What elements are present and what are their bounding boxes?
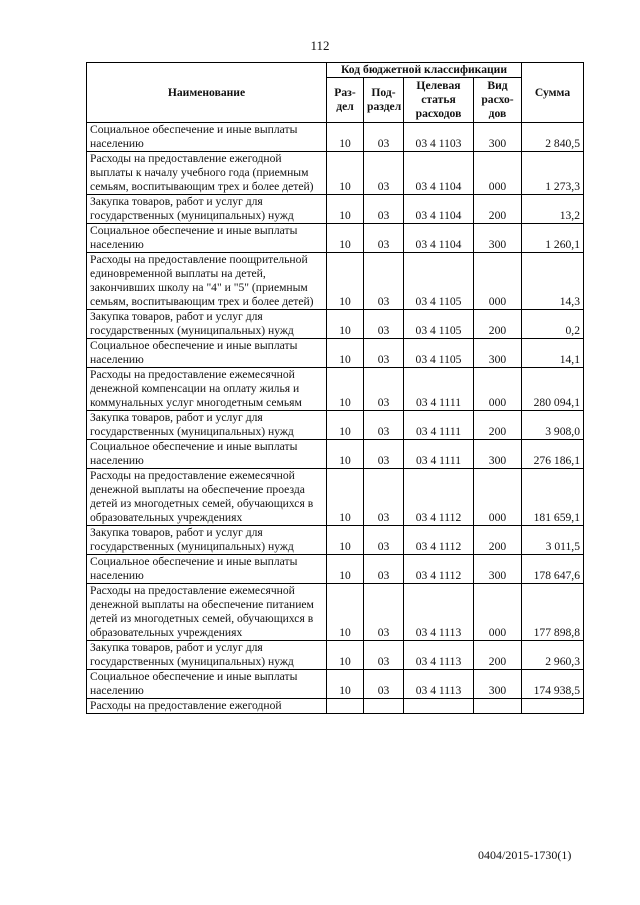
row-name: Расходы на предоставление ежемесячной денежной выплаты на обеспечение проезда детей из многодетных семей, обучающихся в образовательных учреждениях — [87, 469, 327, 526]
row-razdel: 10 — [327, 670, 364, 699]
row-expense-type: 000 — [474, 152, 522, 195]
header-podrazdel: Под- раздел — [364, 78, 404, 123]
row-expense-type: 300 — [474, 123, 522, 152]
row-podrazdel: 03 — [364, 555, 404, 584]
row-razdel: 10 — [327, 526, 364, 555]
row-podrazdel: 03 — [364, 152, 404, 195]
row-sum: 3 908,0 — [522, 411, 584, 440]
page-number: 112 — [310, 38, 330, 53]
row-razdel: 10 — [327, 339, 364, 368]
row-name: Закупка товаров, работ и услуг для государственных (муниципальных) нужд — [87, 641, 327, 670]
row-name: Расходы на предоставление ежегодной выплаты к началу учебного года (приемным семьям, воспитывающим трех и более детей) — [87, 152, 327, 195]
row-name: Закупка товаров, работ и услуг для государственных (муниципальных) нужд — [87, 195, 327, 224]
row-target-article: 03 4 1105 — [404, 339, 474, 368]
row-expense-type: 000 — [474, 584, 522, 641]
row-target-article: 03 4 1104 — [404, 224, 474, 253]
row-sum: 181 659,1 — [522, 469, 584, 526]
table-row — [87, 411, 584, 440]
row-target-article: 03 4 1113 — [404, 584, 474, 641]
row-expense-type: 000 — [474, 469, 522, 526]
budget-table — [86, 62, 584, 714]
table-row — [87, 368, 584, 411]
table-row — [87, 469, 584, 526]
row-expense-type: 300 — [474, 339, 522, 368]
row-expense-type: 300 — [474, 555, 522, 584]
row-target-article: 03 4 1112 — [404, 555, 474, 584]
row-target-article: 03 4 1103 — [404, 123, 474, 152]
row-razdel: 10 — [327, 368, 364, 411]
row-razdel: 10 — [327, 584, 364, 641]
row-expense-type: 300 — [474, 224, 522, 253]
row-expense-type: 200 — [474, 411, 522, 440]
row-target-article — [404, 699, 474, 714]
row-razdel: 10 — [327, 224, 364, 253]
row-name: Расходы на предоставление ежегодной — [87, 699, 327, 714]
row-podrazdel: 03 — [364, 368, 404, 411]
row-razdel: 10 — [327, 253, 364, 310]
row-podrazdel: 03 — [364, 670, 404, 699]
row-sum: 14,3 — [522, 253, 584, 310]
row-razdel: 10 — [327, 310, 364, 339]
row-sum: 178 647,6 — [522, 555, 584, 584]
row-sum: 1 273,3 — [522, 152, 584, 195]
row-target-article: 03 4 1111 — [404, 411, 474, 440]
row-razdel: 10 — [327, 555, 364, 584]
table-row — [87, 641, 584, 670]
row-name: Расходы на предоставление ежемесячной денежной компенсации на оплату жилья и коммунальных услуг многодетным семьям — [87, 368, 327, 411]
header-classification-group: Код бюджетной классификации — [327, 63, 522, 78]
row-name: Социальное обеспечение и иные выплаты населению — [87, 224, 327, 253]
table-row — [87, 152, 584, 195]
row-name: Расходы на предоставление ежемесячной денежной выплаты на обеспечение питанием детей из многодетных семей, обучающихся в образовательных учреждениях — [87, 584, 327, 641]
row-sum: 3 011,5 — [522, 526, 584, 555]
row-name: Социальное обеспечение и иные выплаты населению — [87, 123, 327, 152]
table-row — [87, 699, 584, 714]
row-sum: 0,2 — [522, 310, 584, 339]
row-name: Закупка товаров, работ и услуг для государственных (муниципальных) нужд — [87, 526, 327, 555]
row-expense-type: 200 — [474, 195, 522, 224]
row-target-article: 03 4 1105 — [404, 310, 474, 339]
header-name: Наименование — [87, 63, 327, 123]
row-sum: 2 840,5 — [522, 123, 584, 152]
row-podrazdel: 03 — [364, 469, 404, 526]
table-row — [87, 584, 584, 641]
row-razdel: 10 — [327, 152, 364, 195]
row-podrazdel: 03 — [364, 339, 404, 368]
row-razdel: 10 — [327, 411, 364, 440]
row-podrazdel: 03 — [364, 584, 404, 641]
row-target-article: 03 4 1112 — [404, 469, 474, 526]
row-sum — [522, 699, 584, 714]
header-expense-type: Вид расхо- дов — [474, 78, 522, 123]
table-row — [87, 195, 584, 224]
table-row — [87, 253, 584, 310]
row-target-article: 03 4 1104 — [404, 195, 474, 224]
row-podrazdel: 03 — [364, 253, 404, 310]
table-row — [87, 440, 584, 469]
row-expense-type: 000 — [474, 253, 522, 310]
document-code: 0404/2015-1730(1) — [478, 848, 572, 862]
row-sum: 174 938,5 — [522, 670, 584, 699]
row-expense-type: 300 — [474, 440, 522, 469]
row-podrazdel: 03 — [364, 411, 404, 440]
row-sum: 1 260,1 — [522, 224, 584, 253]
row-expense-type — [474, 699, 522, 714]
row-name: Социальное обеспечение и иные выплаты населению — [87, 670, 327, 699]
table-row — [87, 555, 584, 584]
row-expense-type: 000 — [474, 368, 522, 411]
row-sum: 14,1 — [522, 339, 584, 368]
row-razdel: 10 — [327, 469, 364, 526]
row-name: Социальное обеспечение и иные выплаты населению — [87, 339, 327, 368]
table-row — [87, 670, 584, 699]
header-target-article: Целевая статья расходов — [404, 78, 474, 123]
row-sum: 13,2 — [522, 195, 584, 224]
row-razdel: 10 — [327, 123, 364, 152]
row-name: Социальное обеспечение и иные выплаты населению — [87, 440, 327, 469]
row-target-article: 03 4 1104 — [404, 152, 474, 195]
row-sum: 276 186,1 — [522, 440, 584, 469]
table-row — [87, 123, 584, 152]
row-razdel: 10 — [327, 440, 364, 469]
table-row — [87, 310, 584, 339]
row-target-article: 03 4 1111 — [404, 440, 474, 469]
table-row — [87, 526, 584, 555]
row-sum: 2 960,3 — [522, 641, 584, 670]
row-razdel — [327, 699, 364, 714]
header-razdel: Раз- дел — [327, 78, 364, 123]
row-target-article: 03 4 1111 — [404, 368, 474, 411]
row-target-article: 03 4 1113 — [404, 641, 474, 670]
row-target-article: 03 4 1112 — [404, 526, 474, 555]
row-expense-type: 200 — [474, 310, 522, 339]
row-target-article: 03 4 1105 — [404, 253, 474, 310]
row-podrazdel: 03 — [364, 224, 404, 253]
row-podrazdel: 03 — [364, 123, 404, 152]
row-expense-type: 300 — [474, 670, 522, 699]
row-expense-type: 200 — [474, 526, 522, 555]
row-sum: 280 094,1 — [522, 368, 584, 411]
row-name: Социальное обеспечение и иные выплаты населению — [87, 555, 327, 584]
row-expense-type: 200 — [474, 641, 522, 670]
row-podrazdel: 03 — [364, 440, 404, 469]
row-razdel: 10 — [327, 195, 364, 224]
header-sum: Сумма — [522, 63, 584, 123]
table-row — [87, 224, 584, 253]
row-razdel: 10 — [327, 641, 364, 670]
table-body — [87, 123, 584, 714]
row-name: Расходы на предоставление поощрительной единовременной выплаты на детей, закончивших школу на "4" и "5" (приемным семьям, воспитывающим трех и более детей) — [87, 253, 327, 310]
row-podrazdel — [364, 699, 404, 714]
row-podrazdel: 03 — [364, 641, 404, 670]
row-target-article: 03 4 1113 — [404, 670, 474, 699]
row-podrazdel: 03 — [364, 310, 404, 339]
row-name: Закупка товаров, работ и услуг для государственных (муниципальных) нужд — [87, 411, 327, 440]
table-row — [87, 339, 584, 368]
row-podrazdel: 03 — [364, 526, 404, 555]
row-name: Закупка товаров, работ и услуг для государственных (муниципальных) нужд — [87, 310, 327, 339]
row-sum: 177 898,8 — [522, 584, 584, 641]
row-podrazdel: 03 — [364, 195, 404, 224]
